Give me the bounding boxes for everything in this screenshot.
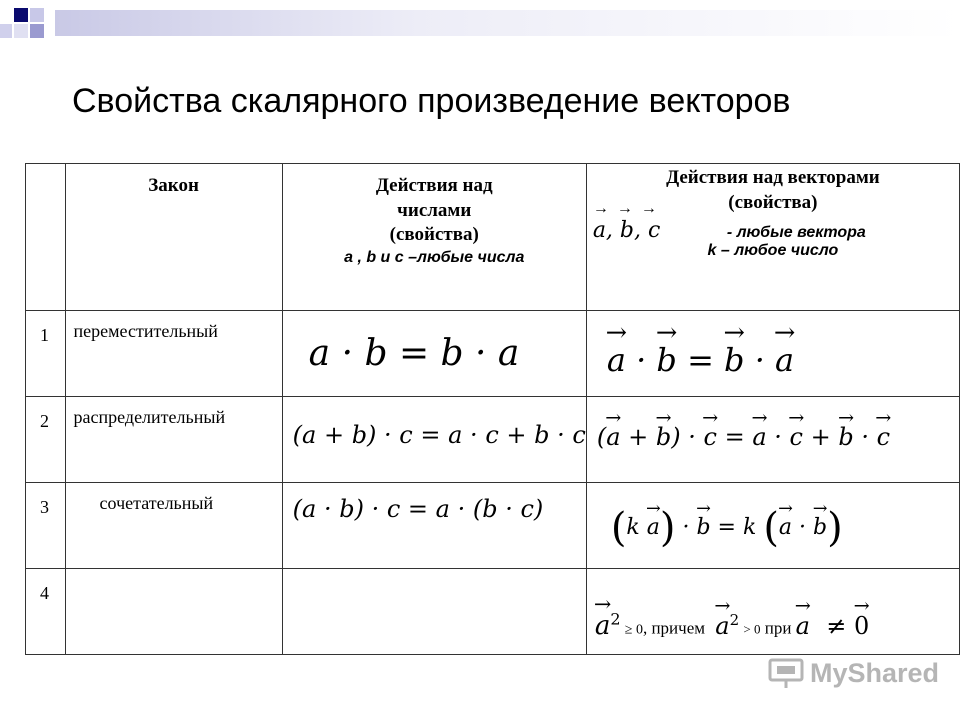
header-vectors-line1: Действия над векторами <box>666 167 880 188</box>
row-number: 4 <box>26 569 66 655</box>
header-law-cell <box>65 164 282 311</box>
header-numbers-note: a , b и c –любые числа <box>344 249 525 267</box>
numbers-formula-cell <box>282 569 586 655</box>
law-name: переместительный <box>65 311 282 397</box>
table-row <box>26 397 960 483</box>
law-name <box>65 569 282 655</box>
header-num-cell <box>26 164 66 311</box>
law-name: сочетательный <box>65 483 282 569</box>
row-number: 2 <box>26 397 66 483</box>
table-row <box>26 311 960 397</box>
header-vectors-vars: a, b, c <box>592 218 661 244</box>
law-name: распределительный <box>65 397 282 483</box>
numbers-formula-cell <box>282 483 586 569</box>
numbers-formula: a · b = b · a <box>308 333 520 374</box>
header-numbers-line2: числами <box>397 199 472 221</box>
brand-name: MyShared <box>810 657 940 688</box>
table-row <box>26 483 960 569</box>
page-title: Свойства скалярного произведение векторов <box>72 82 791 120</box>
text-when: при <box>764 618 792 638</box>
text-since: , причем <box>642 618 706 638</box>
properties-table <box>25 163 960 655</box>
header-numbers-line1: Действия над <box>375 175 493 196</box>
numbers-formula: (a · b) · c = a · (b · c) <box>292 495 544 523</box>
vectors-formula-cell <box>586 311 959 397</box>
header-law: Закон <box>148 175 199 196</box>
decoration-bar <box>55 10 960 36</box>
row-number: 1 <box>26 311 66 397</box>
numbers-formula-cell <box>282 311 586 397</box>
vectors-formula: (→ a + → b) · → c = → a · → c + → b · → c <box>587 397 959 451</box>
table-row <box>26 569 960 655</box>
header-numbers-line3: (свойства) <box>389 224 479 246</box>
brand-logo <box>768 656 939 690</box>
presentation-icon <box>768 656 804 690</box>
vectors-formula: → $a^2 \ge 0$, причем → $a^2 > 0$ при → a ≠ → 0 <box>587 569 959 641</box>
header-vectors-line2: (свойства) <box>728 191 818 213</box>
vectors-formula: (k → a) · → b = k (→ a · → b) <box>587 483 959 551</box>
vector-arrows: →→→ <box>592 200 665 218</box>
header-vectors-cell <box>586 164 959 311</box>
row-number: 3 <box>26 483 66 569</box>
header-vectors-note2: k – любое число <box>707 242 839 260</box>
vectors-formula-cell <box>586 397 959 483</box>
header-vectors-note1: - любые вектора <box>726 224 866 242</box>
numbers-formula-cell <box>282 397 586 483</box>
vectors-formula: → a · → b = → b · → a <box>587 311 959 379</box>
numbers-formula: (a + b) · c = a · c + b · c <box>292 421 586 449</box>
vectors-formula-cell <box>586 483 959 569</box>
table-header-row <box>26 164 960 311</box>
vectors-formula-cell <box>586 569 959 655</box>
header-numbers-cell <box>282 164 586 311</box>
